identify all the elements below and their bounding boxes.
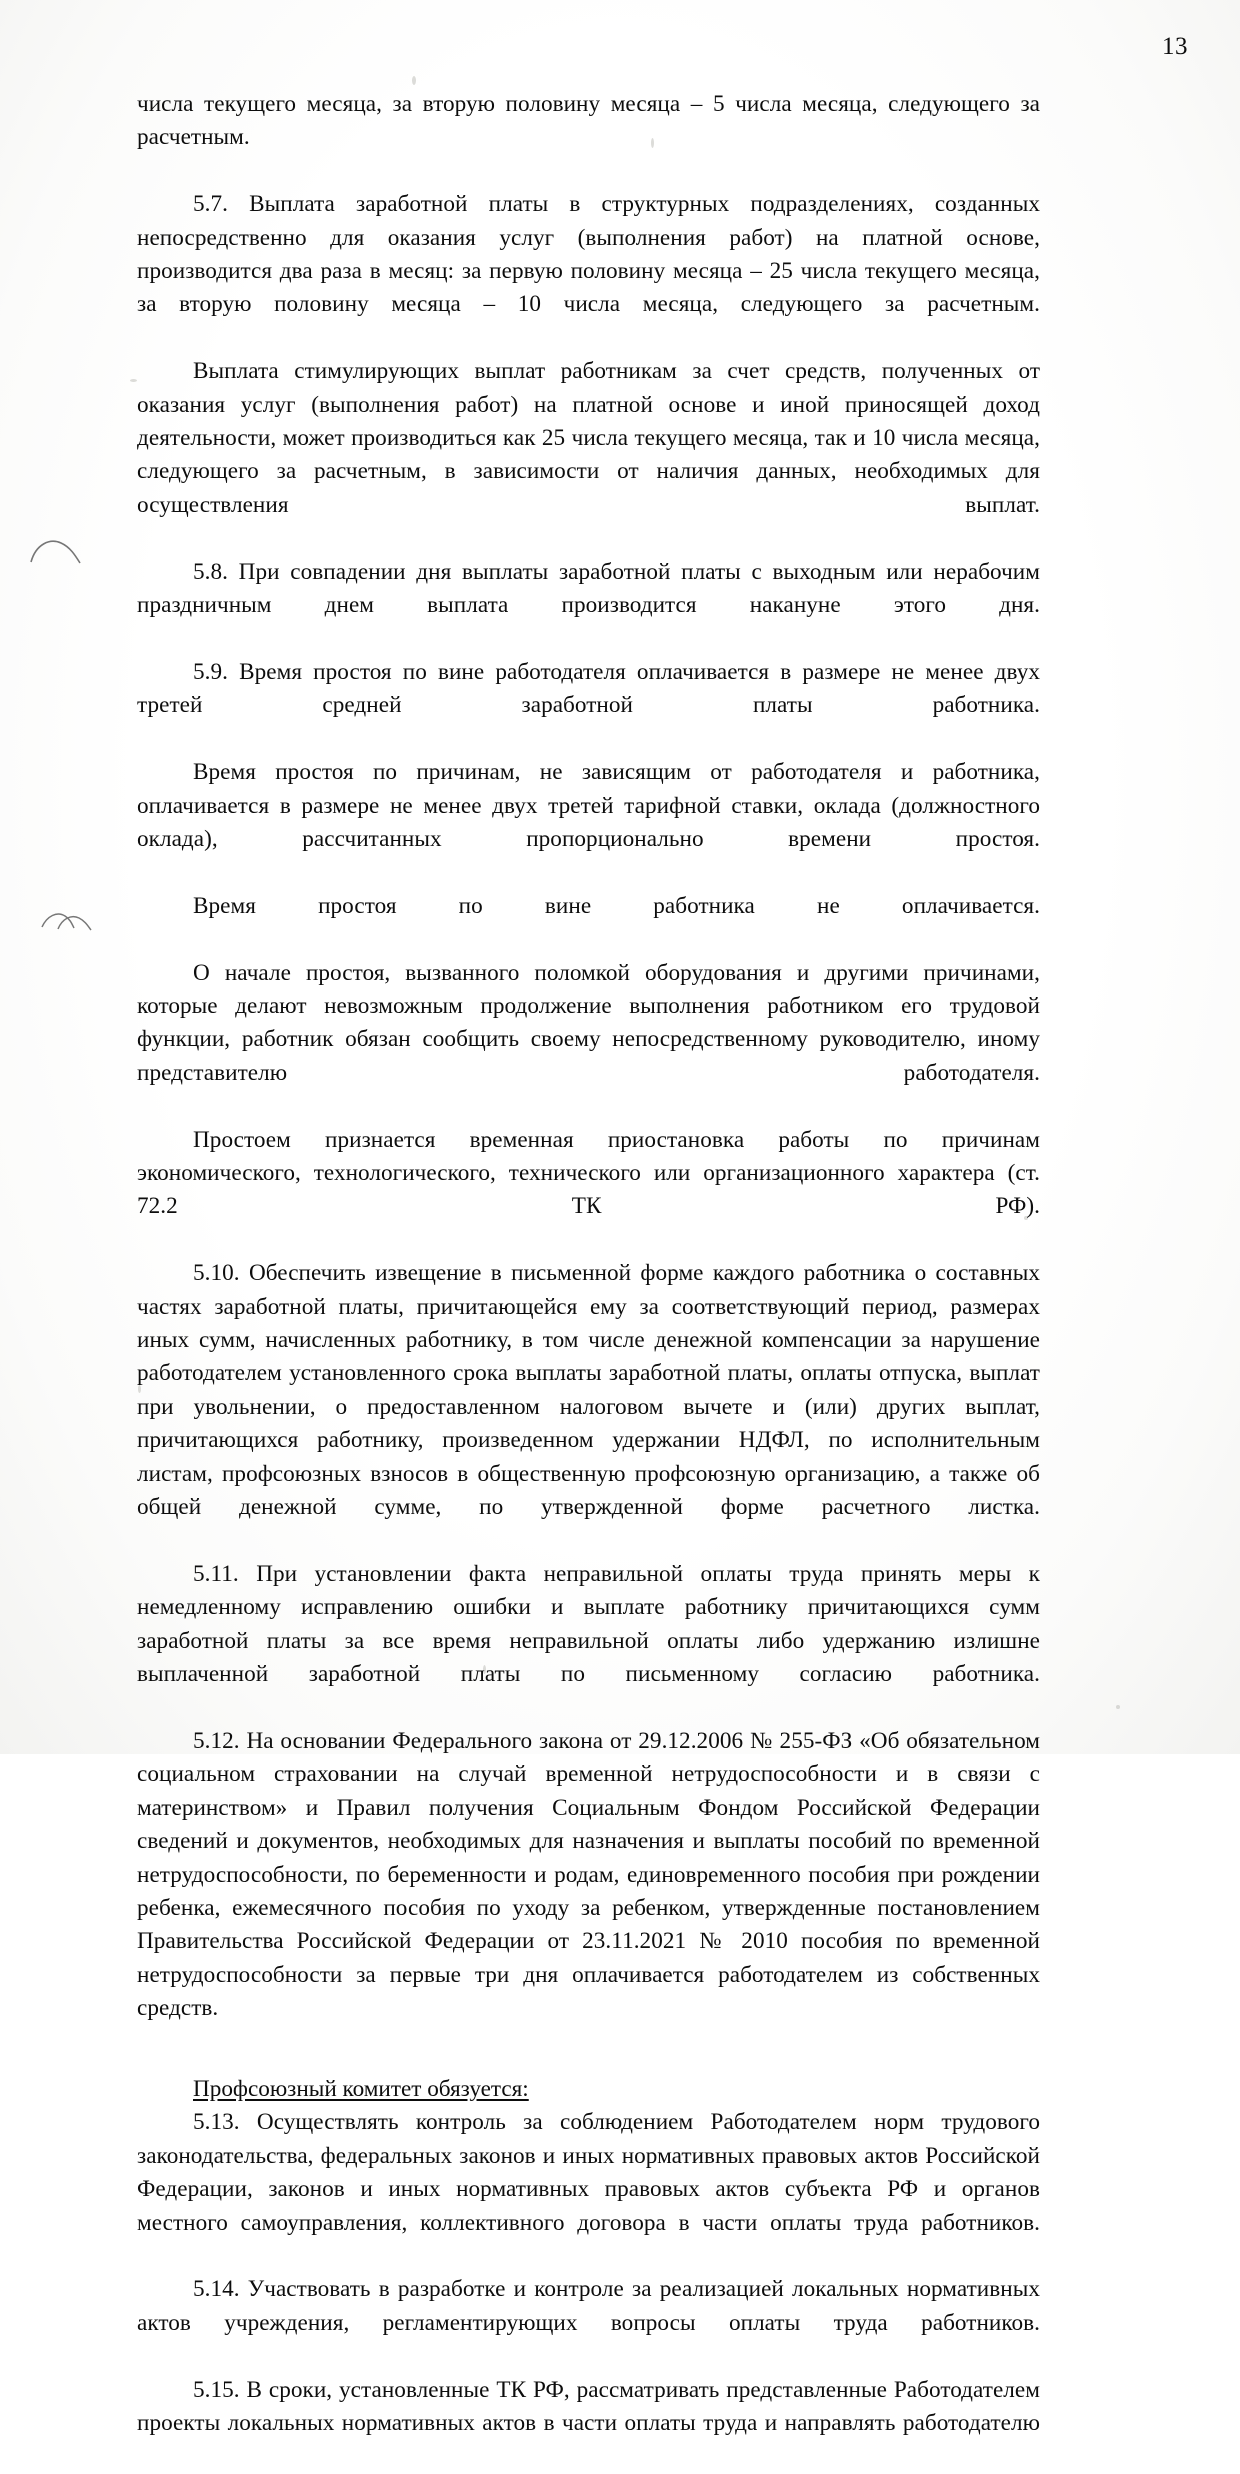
paragraph-5-9-idle-worker-fault: Время простоя по вине работника не оплачивается. [193,892,1040,919]
paragraph-5-8: 5.8. При совпадении дня выплаты заработной платы с выходным или нерабочим праздничным днем выплата производится накануне этого дня. [137,558,1040,619]
paragraph-5-9-definition: Простоем признается временная приостановка работы по причинам экономического, технологического, технического или организационного характера (ст. 72.2 ТК РФ). [137,1126,1040,1220]
paragraph-5-13: 5.13. Осуществлять контроль за соблюдением Работодателем норм трудового законодательства, федеральных законов и иных нормативных правовых актов Российской Федерации, законов и иных нормативных правовых актов субъекта РФ и органов местного самоуправления, коллективного договора в части оплаты труда работников. [137,2109,1040,2236]
paragraph-5-12: 5.12. На основании Федерального закона от 29.12.2006 № 255-ФЗ «Об обязательном социальном страховании на случай временной нетрудоспособности и в связи с материнством» и Правил получения Социальным Фондом Российской Федерации сведений и документов, необходимых для назначения и выплаты пособий по временной нетрудоспособности, по беременности и родам, единовременного пособия при рождении ребенка, ежемесячного пособия по уходу за ребенком, утвержденные постановлением Правительства Российской Федерации от 23.11.2021 № 2010 пособия по временной нетрудоспособности за первые три дня оплачивается работодателем из собственных средств. [137,1727,1040,2022]
paragraph-5-7: 5.7. Выплата заработной платы в структурных подразделениях, созданных непосредственно для оказания услуг (выполнения работ) на платной основе, производится два раза в месяц: за первую половину месяца – 25 числа текущего месяца, за вторую половину месяца – 10 числа месяца, следующего за расчетным. [137,191,1040,318]
scan-speck [1116,1705,1120,1709]
paragraph-5-14: 5.14. Участвовать в разработке и контроле за реализацией локальных нормативных актов учреждения, регламентирующих вопросы оплаты труда работников. [137,2276,1040,2336]
margin-pencil-mark-icon [40,905,96,935]
document-body [137,88,1040,2474]
paragraph-5-11: 5.11. При установлении факта неправильной оплаты труда принять меры к немедленному исправлению ошибки и выплате работнику причитающихся сумм заработной платы за все время неправильной оплаты либо удержанию излишне выплаченной заработной платы по письменному согласию работника. [137,1560,1040,1688]
paragraph-5-9-notify: О начале простоя, вызванного поломкой оборудования и другими причинами, которые делают невозможным продолжение выполнения работником его трудовой функции, работник обязан сообщить своему непосредственному руководителю, иному представителю работодателя. [137,959,1040,1086]
paragraph-5-9: 5.9. Время простоя по вине работодателя оплачивается в размере не менее двух третей средней заработной платы работника. [137,658,1040,719]
scan-speck [130,379,137,382]
scan-speck [412,76,416,85]
paragraph-5-7-stimulating: Выплата стимулирующих выплат работникам за счет средств, полученных от оказания услуг (выполнения работ) на платной основе и иной приносящей доход деятельности, может производиться как 25 числа текущего месяца, так и 10 числа месяца, следующего за расчетным, в зависимости от наличия данных, необходимых для осуществления выплат. [137,358,1040,518]
margin-pencil-mark-icon [28,536,88,570]
section-spacer [137,2059,1040,2073]
section-heading [137,2073,1040,2106]
paragraph-5-15: 5.15. В сроки, установленные ТК РФ, рассматривать представленные Работодателем проекты локальных нормативных актов в части оплаты труда и направлять работодателю [137,2376,1040,2437]
paragraph-continuation: числа текущего месяца, за вторую половину месяца – 5 числа месяца, следующего за расчетным. [137,91,1040,151]
paragraph-5-10: 5.10. Обеспечить извещение в письменной форме каждого работника о составных частях заработной платы, причитающейся ему за соответствующий период, размерах иных сумм, начисленных работнику, в том числе денежной компенсации за нарушение работодателем установленного срока выплаты заработной платы, оплаты отпуска, выплат при увольнении, о предоставленном налоговом вычете и (или) других выплат, причитающихся работнику, произведенном удержании НДФЛ, по исполнительным листам, профсоюзных взносов в общественную профсоюзную организацию, а также об общей денежной сумме, по утвержденной форме расчетного листка. [137,1260,1040,1521]
paragraph-5-9-idle-no-fault: Время простоя по причинам, не зависящим от работодателя и работника, оплачивается в размере не менее двух третей тарифной ставки, оклада (должностного оклада), рассчитанных пропорционально времени простоя. [137,759,1040,852]
section-heading-text: Профсоюзный комитет обязуется: [193,2075,529,2102]
page-number: 13 [1162,33,1188,60]
